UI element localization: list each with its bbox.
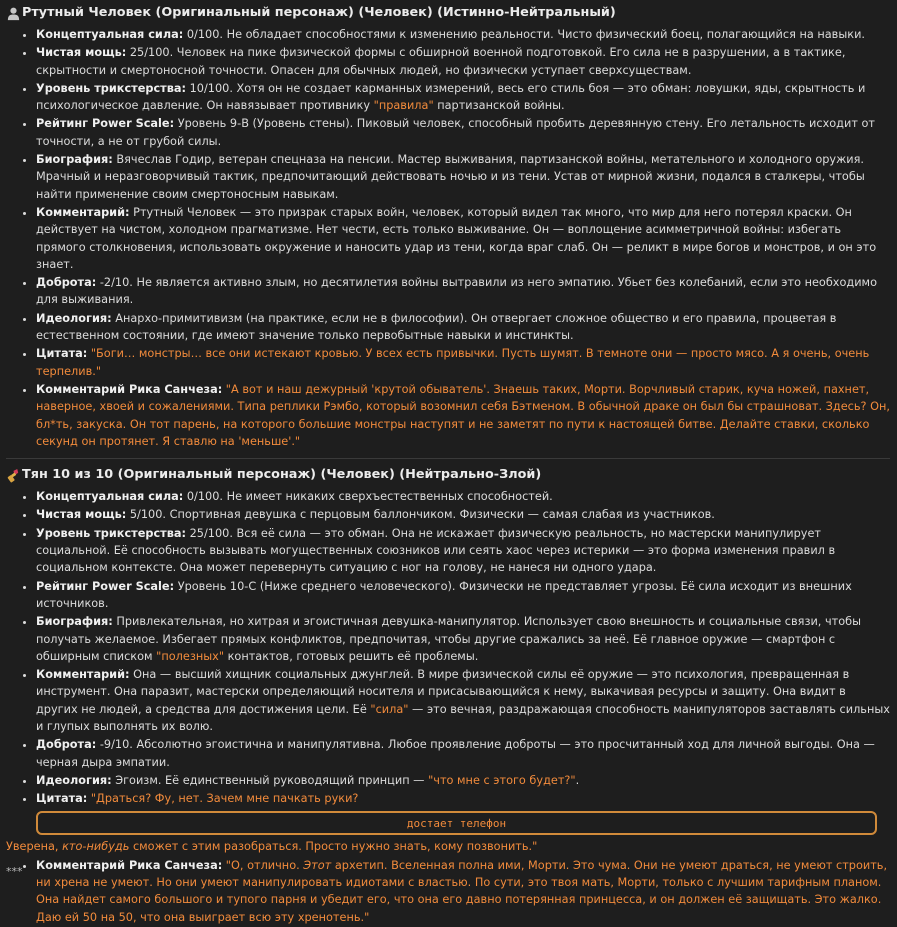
stat-text: Она — высший хищник социальных джунглей. В мире физической силы её оружие — это психология, превращенная в инструмент. Она паразит, мастерски определяющий носителя и присасывающийся к нему, выкачивая ресурсы и защиту. Она видит в других не людей, а средства для достижения цели. Её bbox=[36, 668, 850, 716]
quote-italic: Этот bbox=[303, 858, 332, 872]
list-item bbox=[36, 310, 890, 345]
stat-text: Привлекательная, но хитрая и эгоистичная девушка-манипулятор. Использует свою внешность и социальные связи, чтобы получать желаемое. Избегает прямых конфликтов, предпочитая, чтобы другие сражались за неё. Её главное оружие — смартфон с обширным списком bbox=[36, 615, 862, 663]
stat-text: Уровень 10-C (Ниже среднего человеческого). Физически не представляет угрозы. Её сила исходит из внешних источников. bbox=[36, 579, 852, 610]
lipstick-icon bbox=[6, 468, 21, 483]
stat-text: . bbox=[575, 773, 580, 787]
stats-list bbox=[6, 488, 890, 926]
list-item bbox=[36, 857, 890, 926]
footer-separator: *** bbox=[6, 865, 23, 878]
stat-label: Чистая мощь: bbox=[36, 508, 127, 522]
stat-label: Рейтинг Power Scale: bbox=[36, 579, 175, 593]
stats-list bbox=[6, 26, 890, 450]
stat-text: контактов, готовых решить её проблемы. bbox=[224, 649, 479, 663]
list-item bbox=[36, 736, 890, 771]
list-item bbox=[36, 666, 890, 735]
list-item bbox=[36, 613, 890, 665]
stat-text: 10/100. Хотя он не создает карманных измерений, весь его стиль боя — это обман: ловушки, яды, скрытность и психологическое давление. Он навязывает противнику bbox=[36, 81, 866, 113]
quote-text: архетип. Вселенная полна ими, Морти. Это чума. Они не умеют драться, не умеют строить, ни хрена не умеют. Но они умеют манипулировать идиотами с властью. По сути, это твоя мать, Морти, только с лучшим тарифным планом. Она найдет самого большого и тупого парня и убедит его, что она его давно потерянная принцесса, и он должен её защищать. Это жалко. Даю ей 50 на 50, что она выиграет всю эту хренотень." bbox=[36, 858, 888, 924]
quote-text: "О, отлично. bbox=[222, 858, 304, 872]
stat-label: Идеология: bbox=[36, 773, 112, 787]
stat-label: Доброта: bbox=[36, 738, 97, 752]
stat-text: — это вечная, раздражающая способность манипуляторов заставлять сильных и глупых выполнять их волю. bbox=[36, 702, 890, 733]
section-title-text: Ртутный Человек (Оригинальный персонаж) (Человек) (Истинно-Нейтральный) bbox=[22, 5, 616, 20]
list-item bbox=[36, 151, 890, 203]
stat-text: Уровень 9-B (Уровень стены). Пиковый человек, способный пробить деревянную стену. Его летальность исходит от точности, а не от грубой силы. bbox=[36, 117, 876, 148]
stat-label: Концептуальная сила: bbox=[36, 490, 184, 504]
stat-label: Идеология: bbox=[36, 311, 112, 325]
list-item bbox=[36, 525, 890, 577]
stat-label: Концептуальная сила: bbox=[36, 28, 184, 41]
quoted-word: "полезных" bbox=[156, 649, 225, 663]
stat-label: Уровень трикстерства: bbox=[36, 81, 186, 95]
stat-text: Вячеслав Годир, ветеран спецназа на пенсии. Мастер выживания, партизанской войны, метательного и холодного оружия. Мрачный и неразговорчивый тактик, предпочитающий действовать ночью и из тени. Устав от мирной жизни, подался в сталкеры, чтобы найти применение своим смертоносным навыкам. bbox=[36, 153, 865, 201]
section-title-ten-girl bbox=[6, 466, 890, 484]
section-title-mercury-man bbox=[6, 4, 890, 22]
stat-text: Анархо-примитивизм (на практике, если не в философии). Он отвергает сложное общество и его правила, процветая в естественном состоянии, где имеют значение только первобытные навыки и инстинкты. bbox=[36, 311, 837, 343]
stat-label: Биография: bbox=[36, 615, 113, 629]
stat-label: Рейтинг Power Scale: bbox=[36, 117, 175, 131]
list-item bbox=[36, 26, 890, 43]
stat-text: 0/100. Не обладает способностями к изменению реальности. Чисто физический боец, полагающийся на навыки. bbox=[183, 28, 866, 41]
stat-label: Комментарий Рика Санчеза: bbox=[36, 382, 223, 396]
stat-text: -2/10. Не является активно злым, но десятилетия войны вытравили из него эмпатию. Убьет без колебаний, если это необходимо для выживания. bbox=[36, 276, 877, 307]
stat-text: -9/10. Абсолютно эгоистична и манипулятивна. Любое проявление доброты — это просчитанный ход для личной выгоды. Она — черная дыра эмпатии. bbox=[36, 738, 875, 769]
stat-text: 5/100. Спортивная девушка с перцовым баллончиком. Физически — самая слабая из участников. bbox=[126, 508, 715, 522]
divider bbox=[6, 458, 890, 459]
quote-text: Уверена, bbox=[6, 840, 63, 854]
list-item bbox=[36, 772, 890, 789]
quote-text: "Боги… монстры… все они истекают кровью. У всех есть привычки. Пусть шумят. В темноте они — просто мясо. А я очень, очень терпелив." bbox=[36, 347, 870, 378]
list-item bbox=[6, 790, 890, 856]
stat-label: Уровень трикстерства: bbox=[36, 526, 186, 540]
list-item bbox=[36, 345, 890, 380]
list-item bbox=[36, 80, 890, 115]
stat-label: Биография: bbox=[36, 153, 113, 167]
quoted-word: "что мне с этого будет?" bbox=[428, 773, 576, 787]
quote-text: "А вот и наш дежурный 'крутой обыватель'. Знаешь таких, Морти. Ворчливый старик, куча ножей, пахнет, наверное, хвоей и сожалениями. Типа реплики Рэмбо, который возомнил себя Бэтменом. В обычной драке он был бы страшноват. Здесь? Он, бл*ть, закуска. Он тот парень, на которого большие монстры наступят и не заметят по пути к настоящей битве. Делайте ставки, сколько секунд он протянет. Я ставлю на 'меньше'." bbox=[36, 382, 891, 448]
stat-label: Доброта: bbox=[36, 276, 97, 290]
stat-text: Эгоизм. Её единственный руководящий принцип — bbox=[111, 773, 429, 787]
list-item bbox=[36, 274, 890, 309]
stat-label: Комментарий: bbox=[36, 668, 130, 682]
list-item bbox=[36, 488, 890, 505]
stat-label: Комментарий: bbox=[36, 205, 130, 219]
section-title-text: Тян 10 из 10 (Оригинальный персонаж) (Человек) (Нейтрально-Злой) bbox=[22, 467, 542, 483]
stat-text: 0/100. Не имеет никаких сверхъестественных способностей. bbox=[183, 490, 553, 504]
list-item bbox=[36, 115, 890, 150]
quote-italic: кто-нибудь bbox=[62, 840, 130, 854]
list-item bbox=[36, 578, 890, 613]
quote-text: "Драться? Фу, нет. Зачем мне пачкать руки? bbox=[87, 792, 359, 806]
list-item bbox=[36, 506, 890, 523]
person-silhouette-icon bbox=[6, 6, 21, 21]
phone-action-box bbox=[36, 811, 877, 835]
quote-text: сможет с этим разобраться. Просто нужно знать, кому позвонить." bbox=[129, 840, 538, 854]
stat-text: Ртутный Человек — это призрак старых войн, человек, который видел так много, что мир для него потерял краски. Он действует на чистом, холодном прагматизме. Нет чести, есть только выживание. Он — воплощение асимметричной войны: избегать прямого столкновения, использовать окружение и наносить удар из тени, когда враг слаб. Он — реликт в мире богов и монстров, и он это знает. bbox=[36, 205, 877, 271]
stat-text: 25/100. Вся её сила — это обман. Она не искажает физическую реальность, но мастерски манипулирует социальной. Её способность вызывать могущественных союзников или сеять хаос через истерики — это форма изменения правил в социальном контексте. Она может перевернуть ситуацию с ног на голову, не нанеся ни одного удара. bbox=[36, 526, 836, 575]
list-item bbox=[36, 204, 890, 273]
stat-label: Комментарий Рика Санчеза: bbox=[36, 858, 223, 872]
stat-label: Цитата: bbox=[36, 792, 88, 806]
phone-action-text: достает телефон bbox=[406, 816, 507, 830]
stat-label: Чистая мощь: bbox=[36, 46, 127, 60]
list-item bbox=[36, 381, 890, 450]
quoted-word: "сила" bbox=[370, 702, 409, 716]
stat-text: 25/100. Человек на пике физической формы с обширной военной подготовкой. Его сила не в разрушении, а в тактике, скрытности и смертоносной точности. Опасен для обычных людей, но физически уступает сверхсуществам. bbox=[36, 46, 846, 77]
stat-label: Цитата: bbox=[36, 347, 88, 361]
list-item bbox=[36, 44, 890, 79]
chat-message bbox=[6, 4, 890, 927]
stat-text: партизанской войны. bbox=[433, 99, 565, 113]
quote-continuation bbox=[6, 838, 890, 855]
quoted-word: "правила" bbox=[373, 99, 434, 113]
